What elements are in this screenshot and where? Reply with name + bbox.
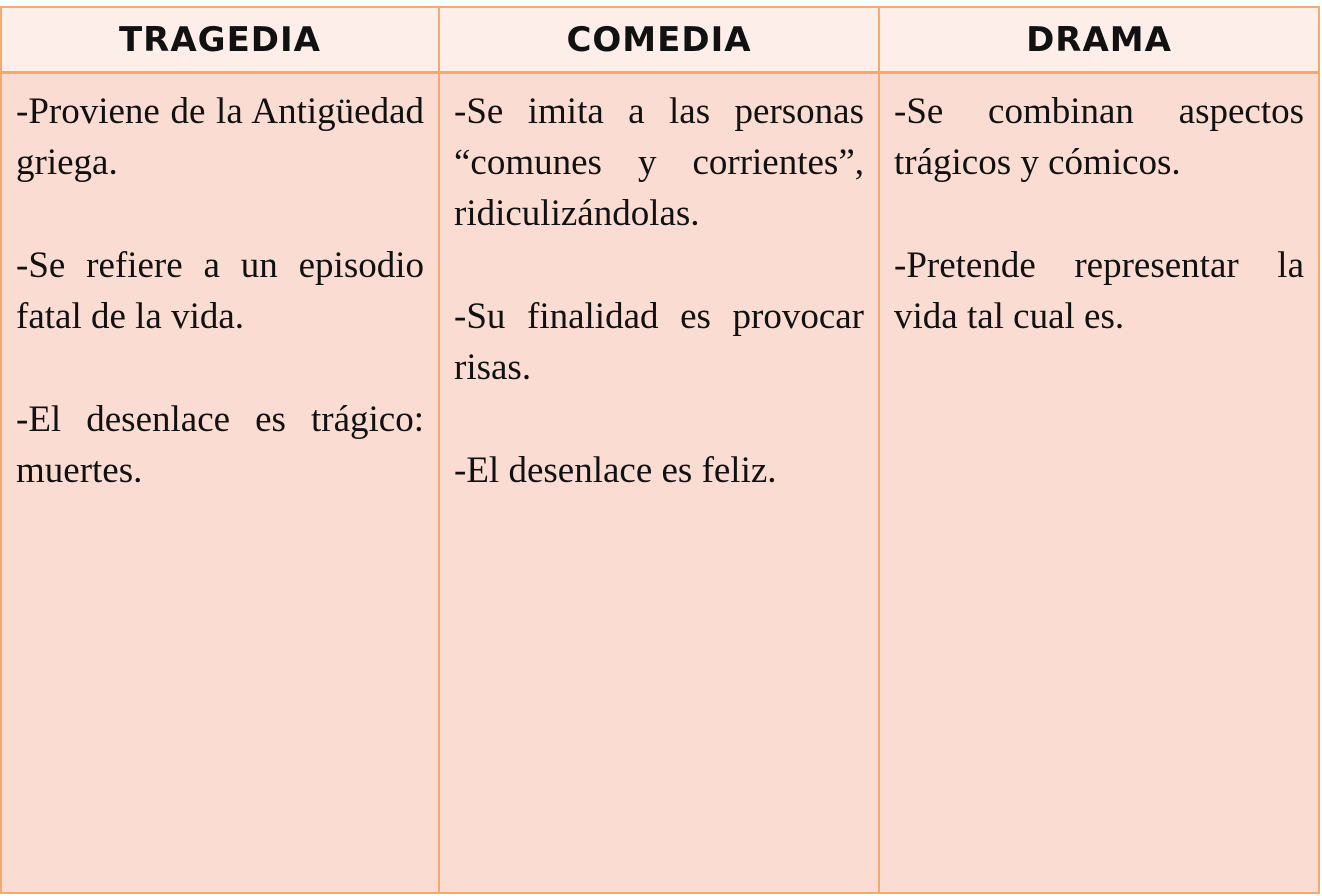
header-comedia — [440, 6, 880, 74]
tragedia-cell — [0, 74, 440, 894]
comedia-point-1: -Se imita a las personas “comunes y corrientes”, ridiculizándolas. — [454, 91, 864, 234]
tragedia-point-3: -El desenlace es trágico: muertes. — [16, 399, 424, 491]
header-tragedia — [0, 6, 440, 74]
comparison-table — [0, 6, 1320, 894]
drama-point-1: -Se combinan aspectos trágicos y cómicos. — [894, 91, 1304, 183]
header-comedia-label: COMEDIA — [566, 19, 752, 60]
tragedia-point-1: -Proviene de la Antigüedad griega. — [16, 91, 424, 183]
header-tragedia-label: TRAGEDIA — [118, 19, 321, 60]
comedia-point-3: -El desenlace es feliz. — [454, 450, 777, 491]
tragedia-point-2: -Se refiere a un episodio fatal de la vida. — [16, 245, 424, 337]
drama-cell — [880, 74, 1320, 894]
comedia-point-2: -Su finalidad es provocar risas. — [454, 296, 864, 388]
header-drama — [880, 6, 1320, 74]
drama-point-2: -Pretende representar la vida tal cual es. — [894, 245, 1304, 337]
comedia-cell — [440, 74, 880, 894]
header-drama-label: DRAMA — [1026, 19, 1172, 60]
